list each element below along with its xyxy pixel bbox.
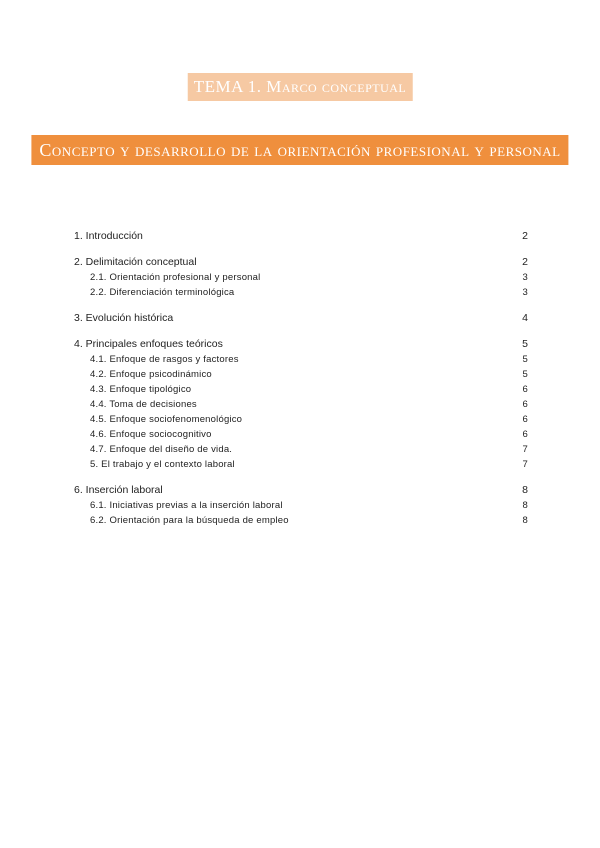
toc-subentry[interactable]	[74, 412, 528, 427]
toc-entry-label: 4.3. Enfoque tipológico	[90, 384, 192, 395]
toc-page-number: 8	[522, 484, 528, 496]
tema-title: TEMA 1. Marco conceptual	[188, 73, 413, 101]
toc-subentry[interactable]	[74, 367, 528, 382]
toc-page-number: 5	[522, 369, 528, 380]
toc-section	[74, 228, 528, 244]
toc-entry-label: 4.5. Enfoque sociofenomenológico	[90, 414, 243, 425]
toc-entry[interactable]	[74, 336, 528, 352]
toc-entry-label: 4.4. Toma de decisiones	[90, 399, 197, 410]
document-subtitle: Concepto y desarrollo de la orientación profesional y personal	[31, 135, 568, 165]
toc-page-number: 5	[522, 338, 528, 350]
toc-page-number: 6	[522, 384, 528, 395]
toc-page-number: 8	[522, 515, 528, 526]
toc-subentry[interactable]	[74, 382, 528, 397]
toc-entry-label: 4.1. Enfoque de rasgos y factores	[90, 354, 239, 365]
toc-entry-label: 2. Delimitación conceptual	[74, 256, 197, 268]
toc-subentry[interactable]	[74, 270, 528, 285]
toc-page-number: 2	[522, 230, 528, 242]
toc-entry-label: 4.2. Enfoque psicodinámico	[90, 369, 212, 380]
toc-page-number: 7	[522, 459, 528, 470]
toc-section	[74, 482, 528, 528]
toc-section	[74, 336, 528, 472]
toc-page-number: 8	[522, 500, 528, 511]
toc-entry-label: 4. Principales enfoques teóricos	[74, 338, 223, 350]
toc-subentry[interactable]	[74, 427, 528, 442]
toc-section	[74, 310, 528, 326]
toc-page-number: 2	[522, 256, 528, 268]
toc-entry-label: 5. El trabajo y el contexto laboral	[90, 459, 235, 470]
toc-entry-label: 6.1. Iniciativas previas a la inserción laboral	[90, 500, 283, 511]
toc-entry-label: 4.7. Enfoque del diseño de vida.	[90, 444, 233, 455]
toc-page-number: 7	[522, 444, 528, 455]
table-of-contents	[74, 228, 528, 538]
toc-entry-label: 2.2. Diferenciación terminológica	[90, 287, 235, 298]
toc-page-number: 6	[522, 414, 528, 425]
toc-entry[interactable]	[74, 310, 528, 326]
toc-subentry[interactable]	[74, 285, 528, 300]
toc-page-number: 6	[522, 429, 528, 440]
toc-entry-label: 4.6. Enfoque sociocognitivo	[90, 429, 212, 440]
toc-subentry[interactable]	[74, 352, 528, 367]
toc-subentry[interactable]	[74, 397, 528, 412]
toc-entry[interactable]	[74, 228, 528, 244]
toc-entry-label: 2.1. Orientación profesional y personal	[90, 272, 261, 283]
toc-entry-label: 3. Evolución histórica	[74, 312, 174, 324]
toc-page-number: 6	[522, 399, 528, 410]
toc-subentry[interactable]	[74, 442, 528, 457]
toc-entry[interactable]	[74, 254, 528, 270]
toc-page-number: 3	[522, 287, 528, 298]
toc-entry-label: 1. Introducción	[74, 230, 143, 242]
toc-page-number: 3	[522, 272, 528, 283]
toc-subentry[interactable]	[74, 457, 528, 472]
toc-entry[interactable]	[74, 482, 528, 498]
toc-page-number: 4	[522, 312, 528, 324]
toc-entry-label: 6. Inserción laboral	[74, 484, 163, 496]
toc-entry-label: 6.2. Orientación para la búsqueda de empleo	[90, 515, 289, 526]
toc-section	[74, 254, 528, 300]
toc-page-number: 5	[522, 354, 528, 365]
toc-subentry[interactable]	[74, 513, 528, 528]
toc-subentry[interactable]	[74, 498, 528, 513]
